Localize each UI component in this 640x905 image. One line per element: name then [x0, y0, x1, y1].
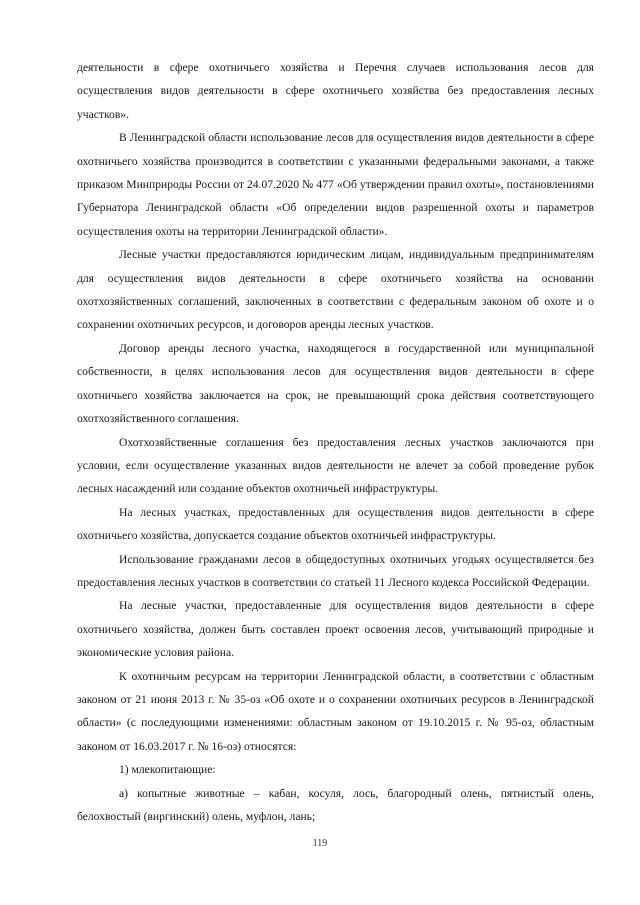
- document-body: [77, 56, 594, 828]
- paragraph-1: деятельности в сфере охотничьего хозяйства и Перечня случаев использования лесов для осуществления видов деятельности в сфере охотничьего хозяйства без предоставления лесных участков».: [77, 61, 594, 121]
- paragraph-7: Использование гражданами лесов в общедоступных охотничьих угодьях осуществляется без предоставления лесных участков в соответствии со статьей 11 Лесного кодекса Российской Федерации.: [77, 552, 594, 589]
- paragraph-4: Договор аренды лесного участка, находящегося в государственной или муниципальной собственности, в целях использования лесов для осуществления видов деятельности в сфере охотничьего хозяйства заключается на срок, не превышающий срока действия соответствующего охотхозяйственного соглашения.: [77, 341, 594, 426]
- paragraph-5: Охотхозяйственные соглашения без предоставления лесных участков заключаются при условии, если осуществление указанных видов деятельности не влечет за собой проведение рубок лесных насаждений или создание объектов охотничьей инфраструктуры.: [77, 435, 594, 496]
- paragraph-6: На лесных участках, предоставленных для осуществления видов деятельности в сфере охотничьего хозяйства, допускается создание объектов охотничьей инфраструктуры.: [77, 505, 594, 543]
- paragraph-8: На лесные участки, предоставленные для осуществления видов деятельности в сфере охотничьего хозяйства, должен быть составлен проект освоения лесов, учитывающий природные и экономические условия района.: [77, 599, 594, 660]
- page-number: 119: [312, 838, 328, 849]
- paragraph-11: а) копытные животные – кабан, косуля, лось, благородный олень, пятнистый олень, белохвостый (виргинский) олень, муфлон, лань;: [77, 786, 594, 823]
- paragraph-9: К охотничьим ресурсам на территории Ленинградской области, в соответствии с областным законом от 21 июня 2013 г. № 35-оз «Об охоте и о сохранении охотничьих ресурсов в Ленинградской области» (с последующими изменениями: областным законом от 19.10.2015 г. № 95-оз, областным законом от 16.03.2017 г. № 16-оз) относятся:: [77, 669, 594, 753]
- paragraph-2: В Ленинградской области использование лесов для осуществления видов деятельности в сфере охотничьего хозяйства производится в соответствии с указанными федеральными законами, а также приказом Минприроды России от 24.07.2020 № 477 «Об утверждении правил охоты», постановлениями Губернатора Ленинградской области «Об определении видов разрешенной охоты и параметров осуществления охоты на территории Ленинградской области».: [77, 131, 594, 238]
- paragraph-10: 1) млекопитающие:: [119, 763, 216, 777]
- paragraph-3: Лесные участки предоставляются юридическим лицам, индивидуальным предпринимателям для осуществления видов деятельности в сфере охотничьего хозяйства на основании охотхозяйственных соглашений, заключенных в соответствии с федеральным законом об охоте и о сохранении охотничьих ресурсов, и договоров аренды лесных участков.: [77, 248, 594, 332]
